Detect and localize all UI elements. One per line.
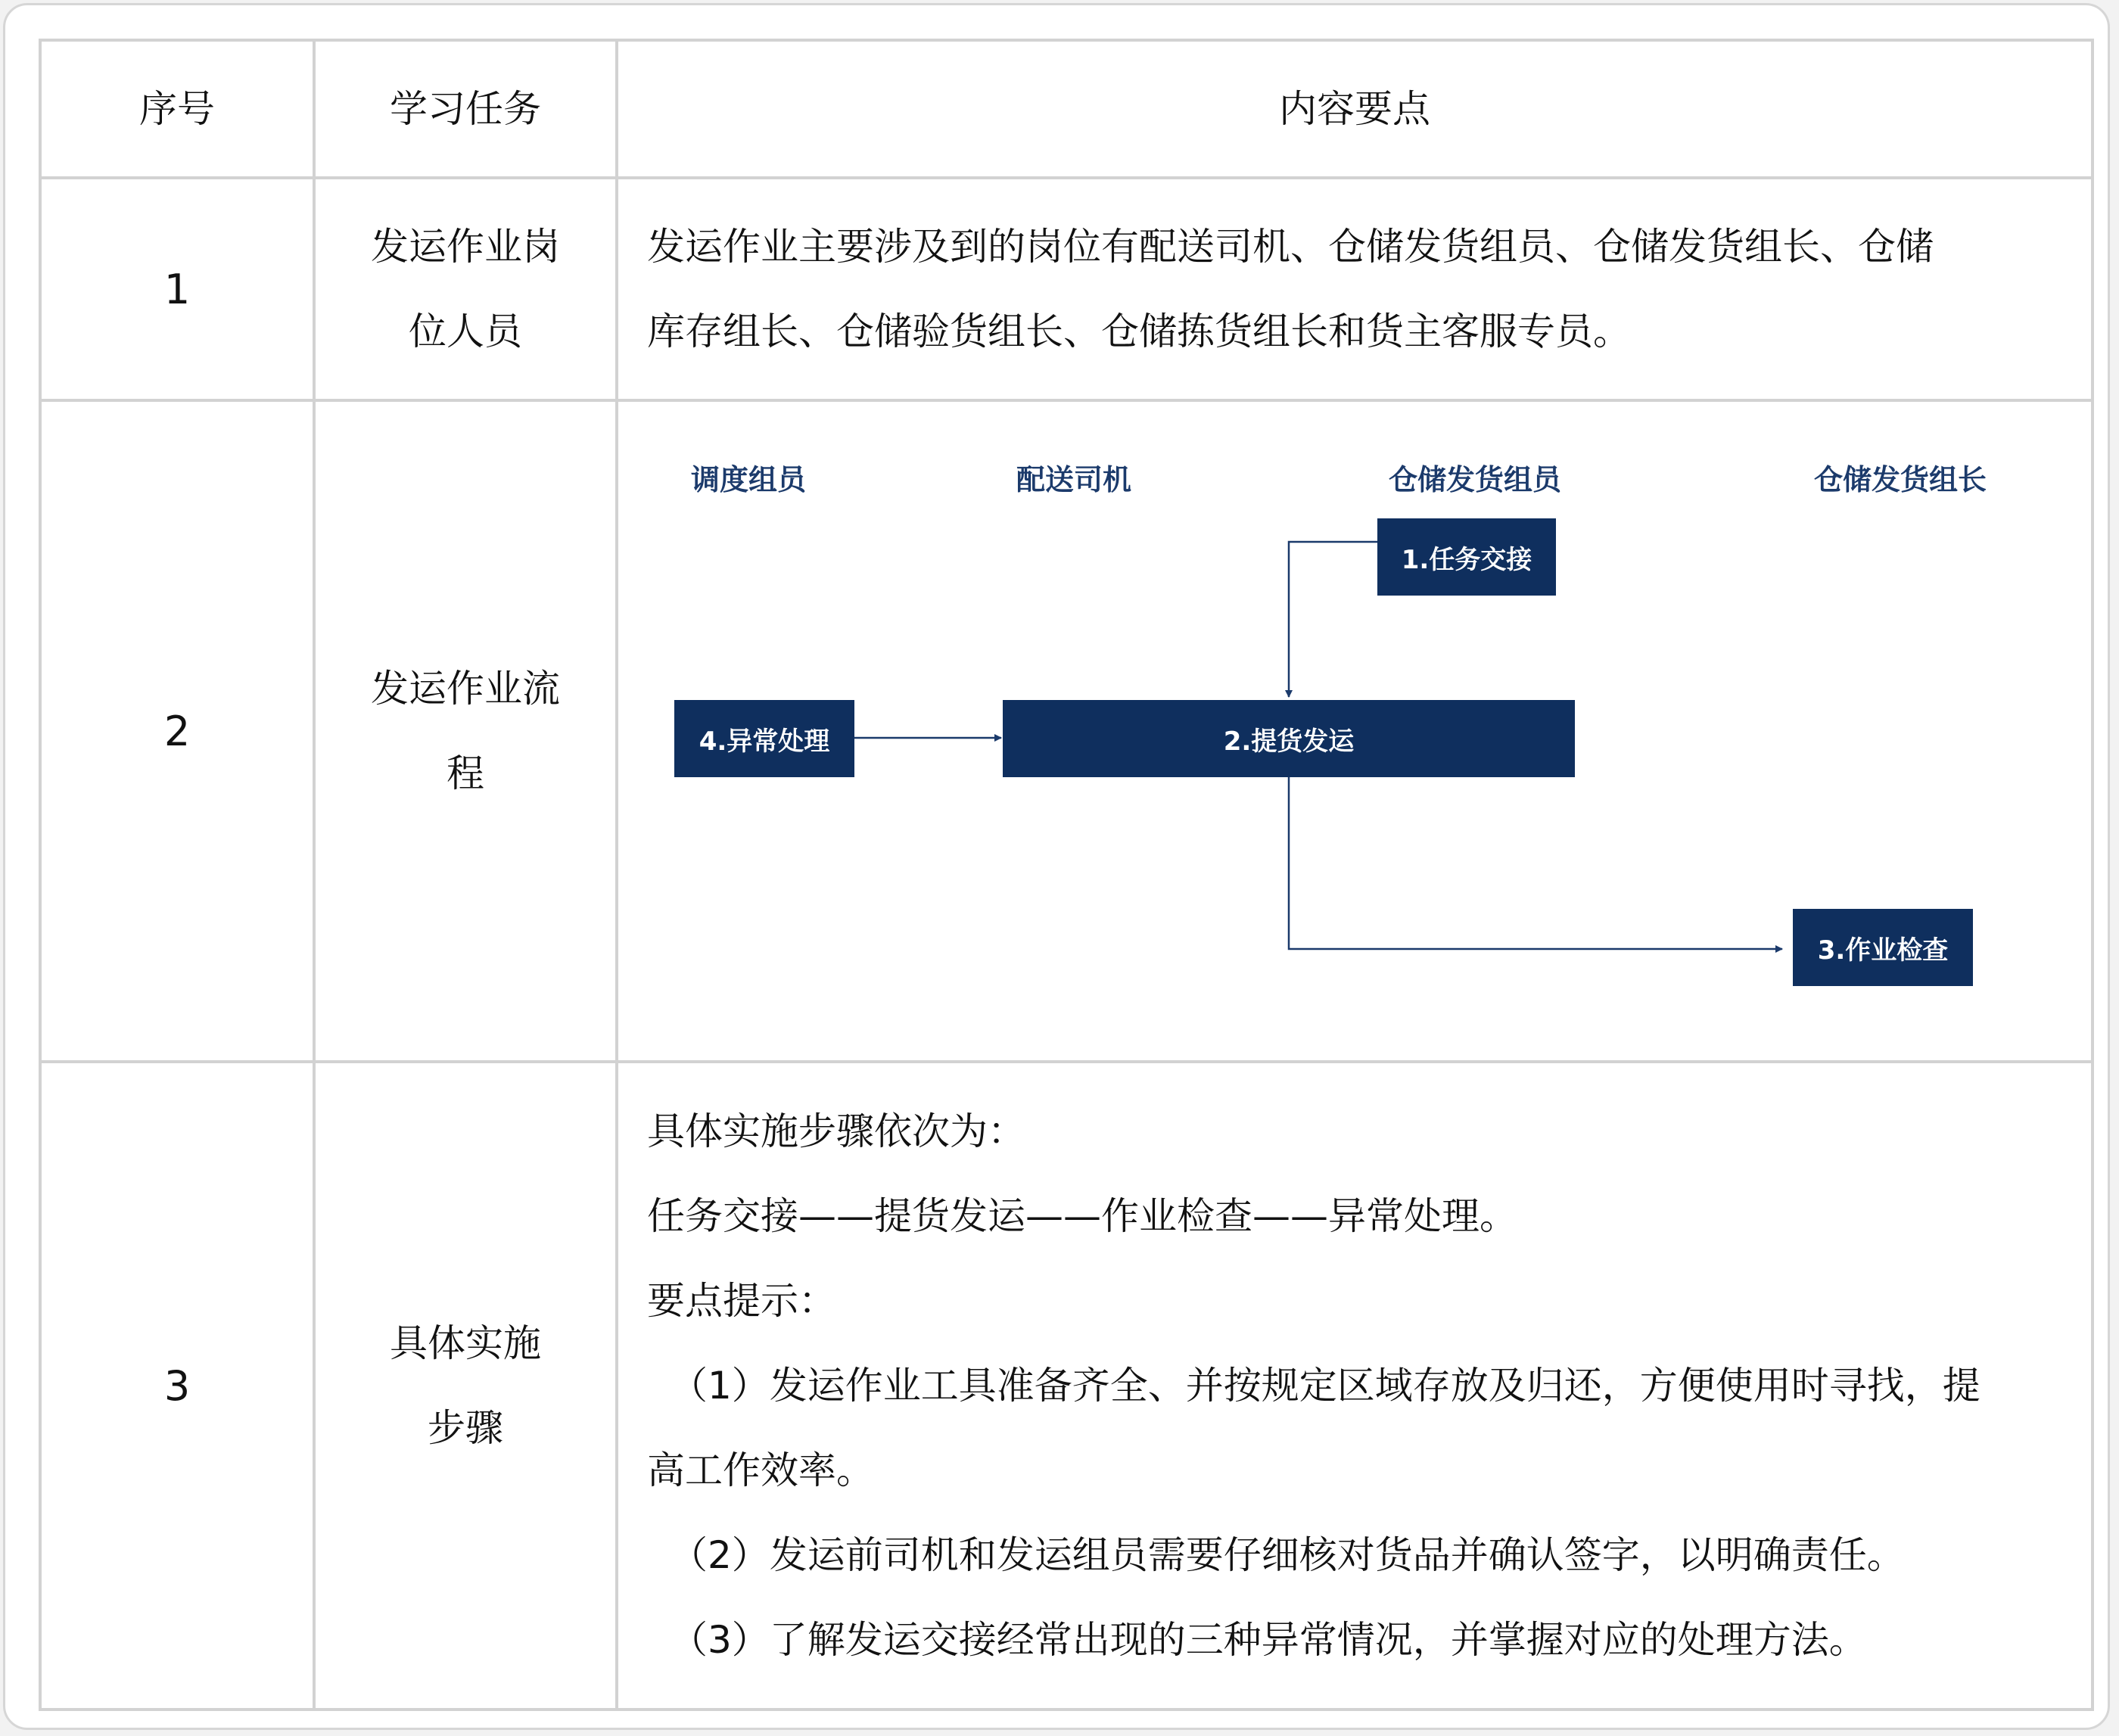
lane-title-driver: 配送司机: [1016, 463, 1132, 496]
row-number: 1: [40, 178, 314, 400]
lane-title-dispatcher: 调度组员: [691, 463, 807, 496]
content-line: 要点提示：: [647, 1279, 836, 1323]
task-cell: [314, 400, 617, 1062]
header-seq: 序号: [40, 40, 314, 178]
connector-pickup-to-inspection: [1289, 776, 1782, 949]
content-cell: [617, 1062, 2093, 1710]
content-line: （2）发运前司机和发运组员需要仔细核对货品并确认签字，以明确责任。: [670, 1533, 1905, 1577]
row-number: 2: [40, 400, 314, 1062]
content-line: （3）了解发运交接经常出现的三种异常情况，并掌握对应的处理方法。: [670, 1618, 1867, 1662]
content-cell: [617, 178, 2093, 400]
content-card: [3, 3, 2110, 1730]
content-line: 高工作效率。: [647, 1448, 874, 1492]
content-line: （1）发运作业工具准备齐全、并按规定区域存放及归还，方便使用时寻找，提: [670, 1364, 1981, 1408]
task-line: 发运作业岗: [371, 225, 560, 269]
content-line: 具体实施步骤依次为：: [647, 1109, 1025, 1153]
task-cell: [314, 178, 617, 400]
header-content: 内容要点: [617, 40, 2093, 178]
table-header-row: [40, 40, 2093, 178]
row-number: 3: [40, 1062, 314, 1710]
lane-title-shipping-leader: 仓储发货组长: [1814, 463, 1987, 496]
content-line: 发运作业主要涉及到的岗位有配送司机、仓储发货组员、仓储发货组长、仓储: [647, 225, 1934, 269]
header-task: 学习任务: [314, 40, 617, 178]
task-line: 发运作业流: [371, 667, 560, 711]
learning-task-table: [39, 39, 2094, 1711]
dispatch-flow-diagram: [618, 402, 2094, 1063]
task-line: 位人员: [409, 310, 522, 353]
task-line: 具体实施: [390, 1321, 541, 1365]
step-exception-handling: 4.异常处理: [674, 700, 854, 777]
table-row: [40, 1062, 2093, 1710]
lane-title-shipping-member: 仓储发货组员: [1389, 463, 1562, 496]
task-line: 步骤: [428, 1406, 503, 1450]
connector-handover-to-pickup: [1289, 542, 1377, 697]
flow-diagram-cell: [617, 400, 2093, 1062]
step-inspection: 3.作业检查: [1793, 909, 1973, 986]
step-task-handover: 1.任务交接: [1377, 518, 1556, 596]
table-row: [40, 178, 2093, 400]
content-line: 任务交接——提货发运——作业检查——异常处理。: [647, 1194, 1517, 1238]
content-line: 库存组长、仓储验货组长、仓储拣货组长和货主客服专员。: [647, 310, 1631, 353]
table-row: [40, 400, 2093, 1062]
task-line: 程: [447, 751, 484, 795]
task-cell: [314, 1062, 617, 1710]
step-pickup-dispatch: 2.提货发运: [1003, 700, 1575, 777]
